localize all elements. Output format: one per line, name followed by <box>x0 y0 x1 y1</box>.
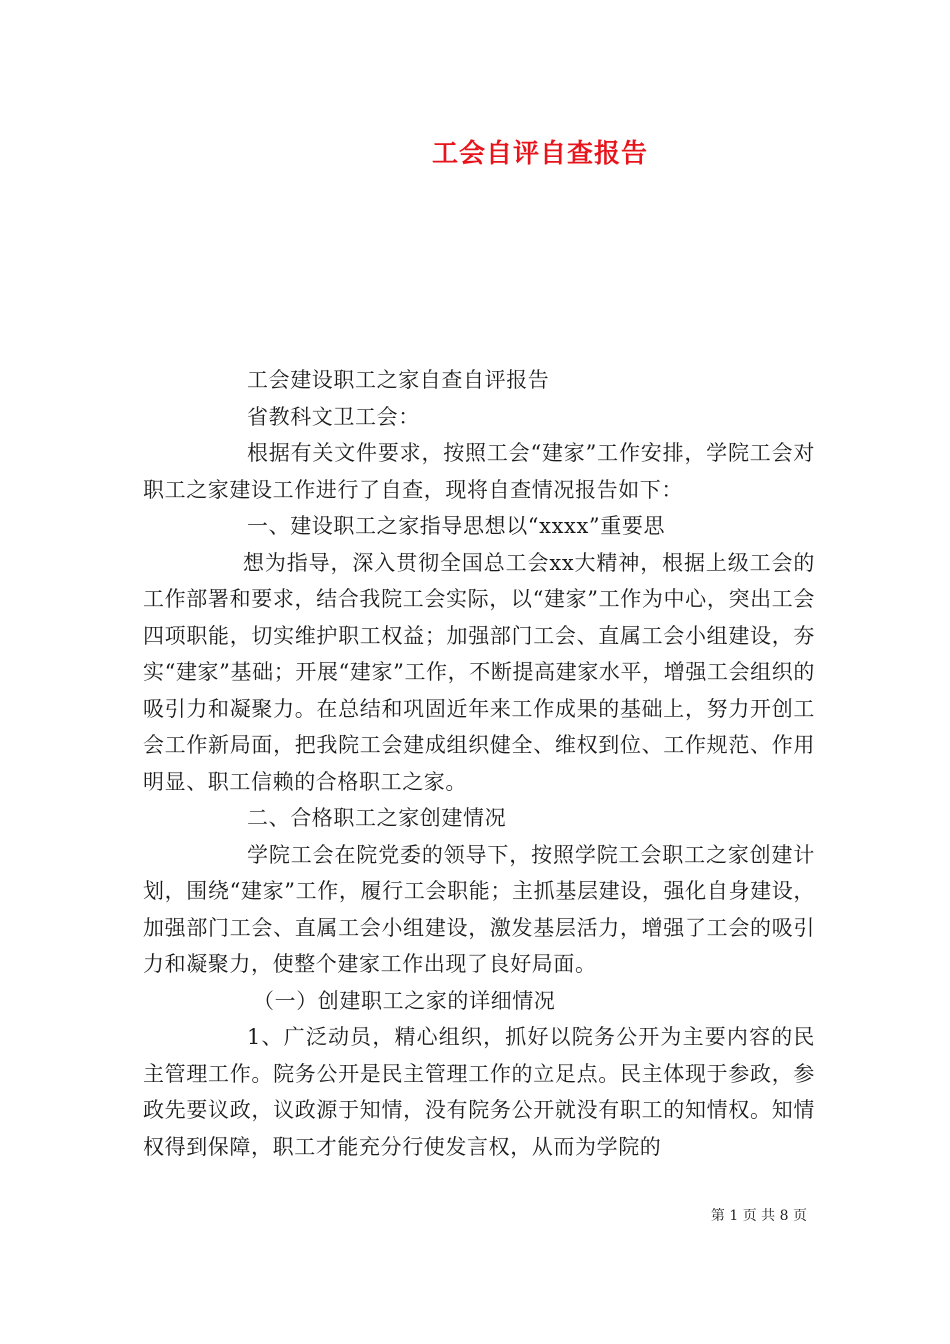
section-2-paragraph: 学院工会在院党委的领导下，按照学院工会职工之家创建计划，围绕“建家”工作，履行工会职能；主抓基层建设，强化自身建设，加强部门工会、直属工会小组建设，激发基层活力，增强了工会的吸引力和凝聚力，使整个建家工作出现了良好局面。 <box>143 842 815 976</box>
page-number-footer: 第 1 页 共 8 页 <box>710 1208 807 1224</box>
section-1-paragraph: 想为指导，深入贯彻全国总工会xx大精神，根据上级工会的工作部署和要求，结合我院工会实际，以“建家”工作为中心，突出工会四项职能，切实维护职工权益；加强部门工会、直属工会小组建设，夯实“建家”基础；开展“建家”工作，不断提高建家水平，增强工会组织的吸引力和凝聚力。在总结和巩固近年来工作成果的基础上，努力开创工会工作新局面，把我院工会建成组织健全、维权到位、工作规范、作用明显、职工信赖的合格职工之家。 <box>143 550 815 794</box>
section-heading-2: 二、合格职工之家创建情况 <box>247 806 507 830</box>
section-heading-1: 一、建设职工之家指导思想以“xxxx”重要思 <box>247 514 666 538</box>
document-body <box>143 362 815 1165</box>
subsection-1-paragraph: 1、广泛动员，精心组织，抓好以院务公开为主要内容的民主管理工作。院务公开是民主管理工作的立足点。民主体现于参政，参政先要议政，议政源于知情，没有院务公开就没有职工的知情权。知情权得到保障，职工才能充分行使发言权，从而为学院的 <box>143 1025 815 1159</box>
intro-paragraph: 根据有关文件要求，按照工会“建家”工作安排，学院工会对职工之家建设工作进行了自查，现将自查情况报告如下： <box>143 441 815 502</box>
salutation: 省教科文卫工会： <box>247 404 420 429</box>
subsection-heading-1: （一）创建职工之家的详细情况 <box>253 988 556 1013</box>
document-title: 工会自评自查报告 <box>431 139 648 169</box>
report-subtitle: 工会建设职工之家自查自评报告 <box>247 368 550 392</box>
